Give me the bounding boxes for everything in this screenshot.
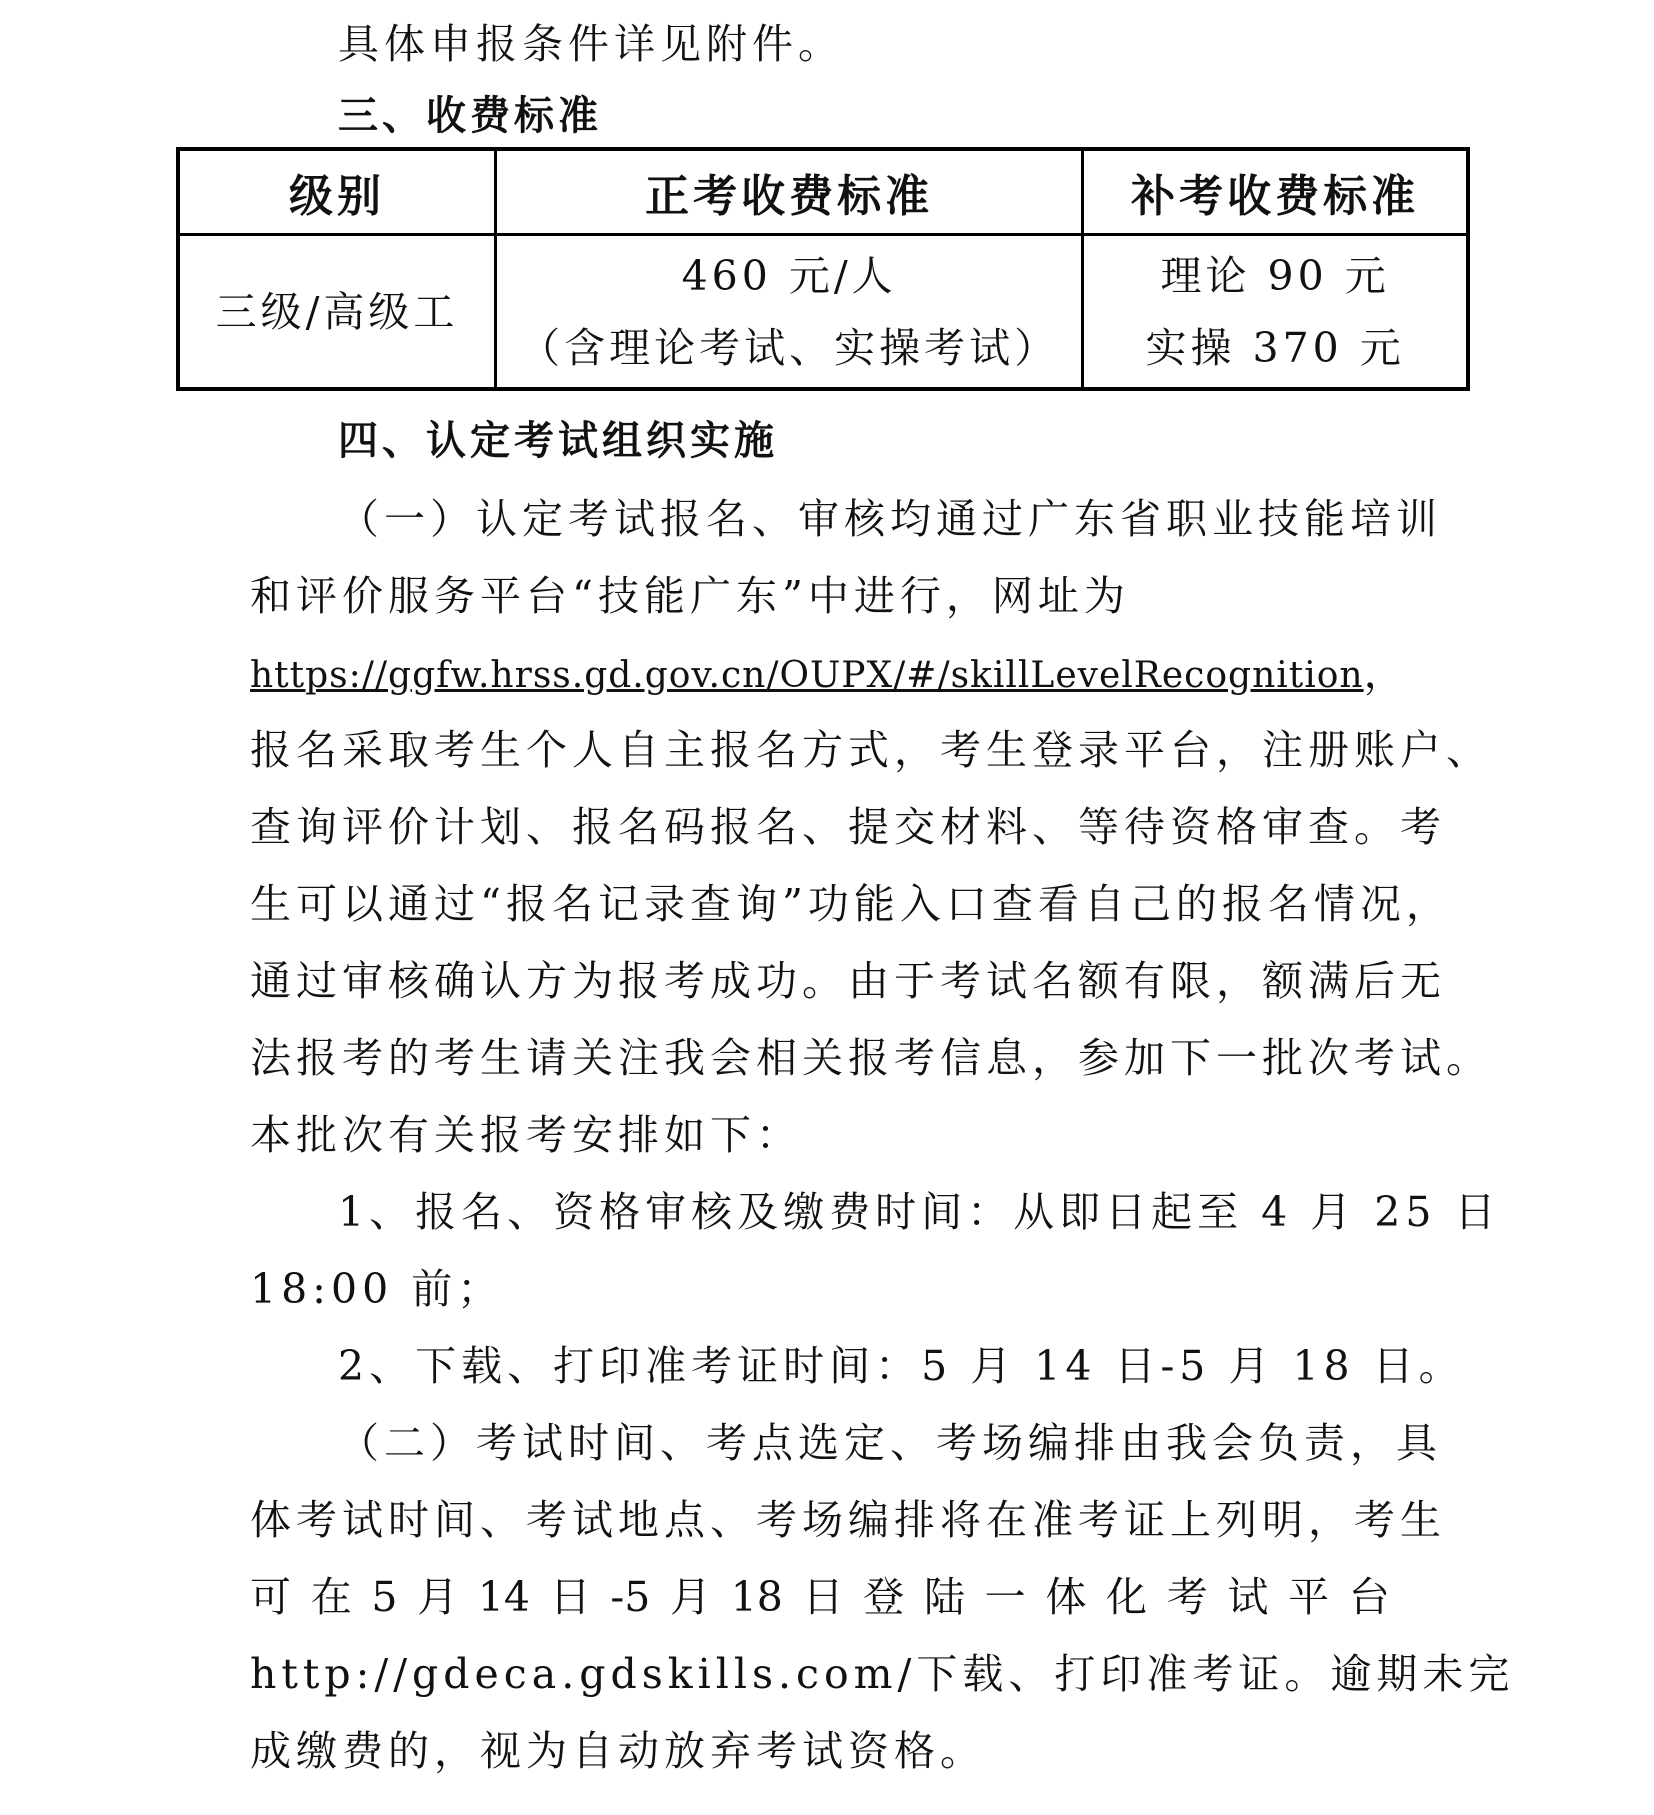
paragraph-line: 查询评价计划、报名码报名、提交材料、等待资格审查。考 (250, 803, 1446, 851)
header-level: 级别 (178, 149, 496, 235)
justified-word: 月 (417, 1573, 459, 1621)
list-item: 2、下载、打印准考证时间：5 月 14 日-5 月 18 日。 (338, 1342, 1465, 1390)
list-item-continued: 18:00 前； (250, 1265, 504, 1313)
section-heading-fees: 三、收费标准 (338, 93, 602, 139)
justified-word: 14 (477, 1573, 531, 1621)
cell-makeup-fee (1083, 235, 1468, 390)
makeup-fee-practical: 实操 370 元 (1145, 323, 1405, 372)
table-row (178, 235, 1468, 390)
paragraph-eligibility: 具体申报条件详见附件。 (338, 20, 844, 68)
paragraph-line: 法报考的考生请关注我会相关报考信息，参加下一批次考试。 (250, 1034, 1492, 1082)
header-regular-fee: 正考收费标准 (496, 149, 1083, 235)
paragraph-line: http://gdeca.gdskills.com/下载、打印准考证。逾期未完 (250, 1650, 1515, 1698)
regular-fee-note: （含理论考试、实操考试） (519, 323, 1060, 372)
section-heading-organization: 四、认定考试组织实施 (338, 418, 778, 464)
justified-word: 登 (863, 1573, 905, 1621)
justified-word: -5 (610, 1573, 651, 1621)
url-line (250, 645, 1410, 704)
justified-word: 陆 (923, 1573, 965, 1621)
justified-word: 可 (250, 1573, 291, 1621)
registration-link[interactable]: https://ggfw.hrss.gd.gov.cn/OUPX/#/skillLevelRecognition (250, 655, 1364, 696)
paragraph-line: 通过审核确认方为报考成功。由于考试名额有限，额满后无 (250, 957, 1446, 1005)
paragraph-line: （一）认定考试报名、审核均通过广东省职业技能培训 (338, 495, 1442, 543)
list-item: 1、报名、资格审核及缴费时间：从即日起至 4 月 25 日 (338, 1188, 1501, 1236)
justified-word: 日 (802, 1573, 844, 1621)
justified-word: 日 (549, 1573, 591, 1621)
cell-regular-fee (496, 235, 1083, 390)
fee-table (176, 147, 1470, 391)
url-trailing-punctuation: ， (1363, 649, 1410, 697)
paragraph-line: 生可以通过“报名记录查询”功能入口查看自己的报名情况， (250, 880, 1452, 928)
justified-word: 月 (670, 1573, 712, 1621)
paragraph-line: （二）考试时间、考点选定、考场编排由我会负责，具 (338, 1419, 1442, 1467)
justified-word: 18 (730, 1573, 783, 1621)
justified-word: 5 (371, 1573, 398, 1621)
justified-line (250, 1569, 1390, 1625)
regular-fee-amount: 460 元/人 (681, 251, 897, 300)
paragraph-line: 成缴费的，视为自动放弃考试资格。 (250, 1727, 986, 1775)
fee-table-header-row (178, 149, 1468, 235)
paragraph-line: 本批次有关报考安排如下： (250, 1111, 802, 1159)
cell-level: 三级/高级工 (178, 235, 496, 390)
header-makeup-fee: 补考收费标准 (1083, 149, 1468, 235)
justified-word: 化 (1106, 1573, 1148, 1621)
justified-word: 考 (1166, 1573, 1208, 1621)
paragraph-line: 体考试时间、考试地点、考场编排将在准考证上列明，考生 (250, 1496, 1446, 1544)
justified-word: 在 (310, 1573, 352, 1621)
paragraph-line: 报名采取考生个人自主报名方式，考生登录平台，注册账户、 (250, 726, 1492, 774)
justified-word: 一 (984, 1573, 1026, 1621)
justified-word: 平 (1288, 1573, 1330, 1621)
makeup-fee-theory: 理论 90 元 (1160, 251, 1390, 300)
justified-word: 试 (1227, 1573, 1269, 1621)
justified-word: 体 (1045, 1573, 1087, 1621)
paragraph-line: 和评价服务平台“技能广东”中进行，网址为 (250, 572, 1130, 620)
justified-word: 台 (1348, 1573, 1390, 1621)
